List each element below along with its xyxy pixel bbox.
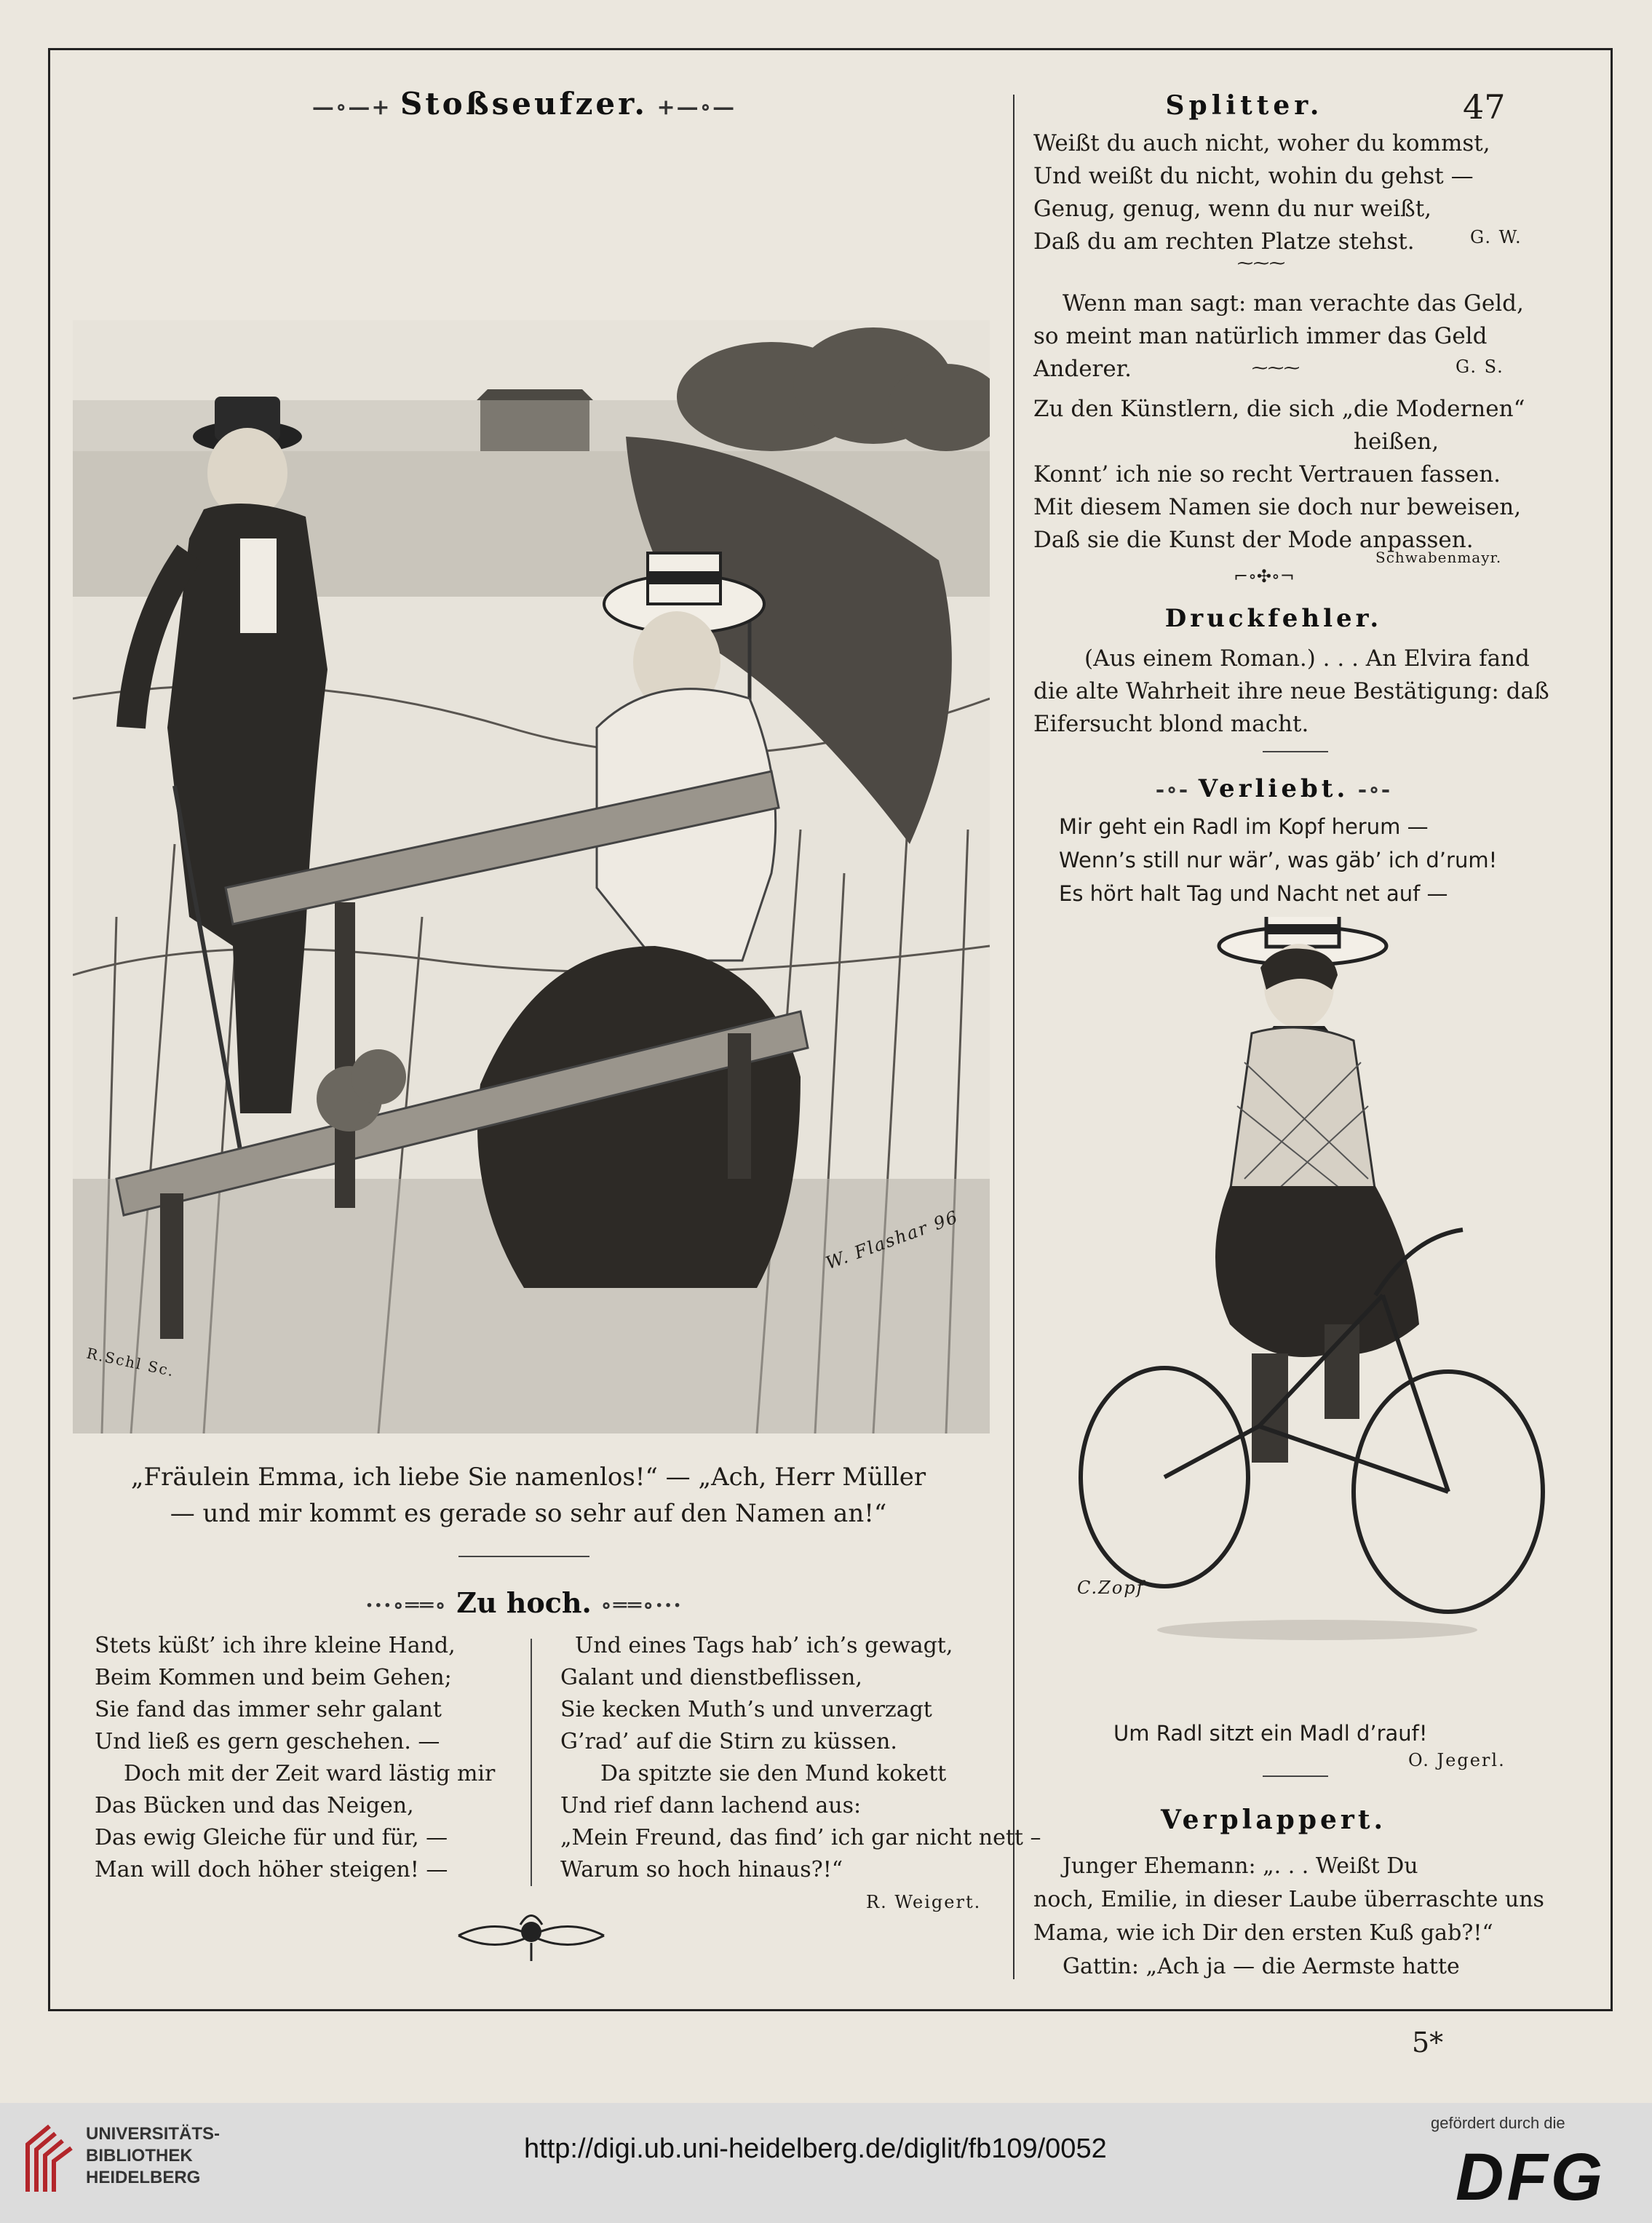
verliebt-end: Um Radl sitzt ein Madl d’rauf! (1113, 1721, 1428, 1746)
druckfehler-text: (Aus einem Roman.) . . . An Elvira fand die alte Wahrheit ihre neue Bestätigung: daß Eifersucht blond macht. (1033, 645, 1549, 737)
splitter-1: Weißt du auch nicht, woher du kommst, Und weißt du nicht, wohin du gehst — Genug, genug, wenn du nur weißt, Daß du am rechten Platze stehst. (1033, 130, 1490, 255)
title-druckfehler: Druckfehler. (1164, 604, 1383, 633)
page-number: 47 (1463, 87, 1506, 127)
splitter-3: Zu den Künstlern, die sich „die Modernen“ heißen, Konnt’ ich nie so recht Vertrauen fassen. Mit diesem Namen sie doch nur beweisen, Daß sie die Kunst der Mode anpassen. (1033, 396, 1525, 553)
poem-author: R. Weigert. (866, 1892, 982, 1912)
engraver-signature: R.Schl Sc. (84, 1344, 177, 1380)
ornament-vignette-icon (451, 1903, 611, 1968)
druckfehler-divider (1263, 751, 1328, 752)
illustration-woman-on-bicycle (1070, 917, 1565, 1645)
funded-by-label: gefördert durch die (1431, 2114, 1565, 2132)
title-verliebt: -∘- Verliebt. -∘- (1155, 774, 1392, 803)
verplappert-text: Junger Ehemann: „. . . Weißt Du noch, Emilie, in dieser Laube überraschte uns Mama, wie ich Dir den ersten Kuß gab?!“ Gattin: „Ach ja — die Aermste hatte (1033, 1853, 1544, 1979)
artist-signature: W. Flashar 96 (823, 1206, 962, 1274)
illustration-caption: „Fräulein Emma, ich liebe Sie namenlos!“ — „Ach, Herr Müller — und mir kommt es gerade so sehr auf den Namen an!“ (130, 1463, 926, 1528)
title-verplappert: Verplappert. (1160, 1805, 1387, 1835)
bike-signature: C.Zopf (1077, 1578, 1145, 1598)
splitter-3-author: Schwabenmayr. (1375, 549, 1502, 566)
dfg-logo: DFG (1456, 2140, 1606, 2214)
splitter-1-author: G. W. (1470, 227, 1522, 247)
poem-zu-hoch-column-2: Und eines Tags hab’ ich’s gewagt, Galant und dienstbeflissen, Sie kecken Muth’s und unverzagt G’rad’ auf die Stirn zu küssen. Da spitzte sie den Mund kokett Und rief dann lachend aus: „Mein Freund, das find’ ich gar nicht nett – Warum so hoch hinaus?!“ (560, 1633, 1041, 1882)
splitter-divider-1: ⁓⁓⁓ (1237, 255, 1285, 273)
illustration-couple-on-bench (73, 320, 990, 1433)
title-stossseufzer: —∘—+ Stoßseufzer. +—∘— (311, 86, 736, 122)
splitter-2-author: G. S. (1456, 357, 1504, 377)
verliebt-text: Mir geht ein Radl im Kopf herum — Wenn’s still nur wär’, was gäb’ ich d’rum! Es hört halt Tag und Nacht net auf — (1059, 814, 1498, 906)
source-url-link[interactable]: http://digi.ub.uni-heidelberg.de/diglit/fb109/0052 (524, 2133, 1107, 2164)
sheet-number: 5* (1412, 2027, 1444, 2059)
verliebt-author: O. Jegerl. (1408, 1750, 1506, 1770)
poem-column-divider (531, 1639, 532, 1886)
caption-divider (458, 1556, 589, 1557)
splitter-divider-2: ⁓⁓⁓ (1252, 359, 1300, 378)
university-library-logo-icon (20, 2119, 79, 2199)
title-zu-hoch: ···∘══∘ Zu hoch. ∘══∘··· (365, 1586, 683, 1619)
library-name: UNIVERSITÄTS- BIBLIOTHEK HEIDELBERG (86, 2124, 221, 2187)
title-splitter: Splitter. (1165, 90, 1324, 121)
splitter-2: Wenn man sagt: man verachte das Geld, so meint man natürlich immer das Geld Anderer. (1033, 290, 1524, 382)
poem-zu-hoch-column-1: Stets küßt’ ich ihre kleine Hand, Beim Kommen und beim Gehen; Sie fand das immer sehr galant Und ließ es gern geschehen. — Doch mit der Zeit ward lästig mir Das Bücken und das Neigen, Das ewig Gleiche für und für, — Man will doch höher steigen! — (95, 1633, 496, 1882)
verliebt-divider (1263, 1775, 1328, 1777)
splitter-ornament: ⌐∘✣∘¬ (1234, 566, 1295, 586)
